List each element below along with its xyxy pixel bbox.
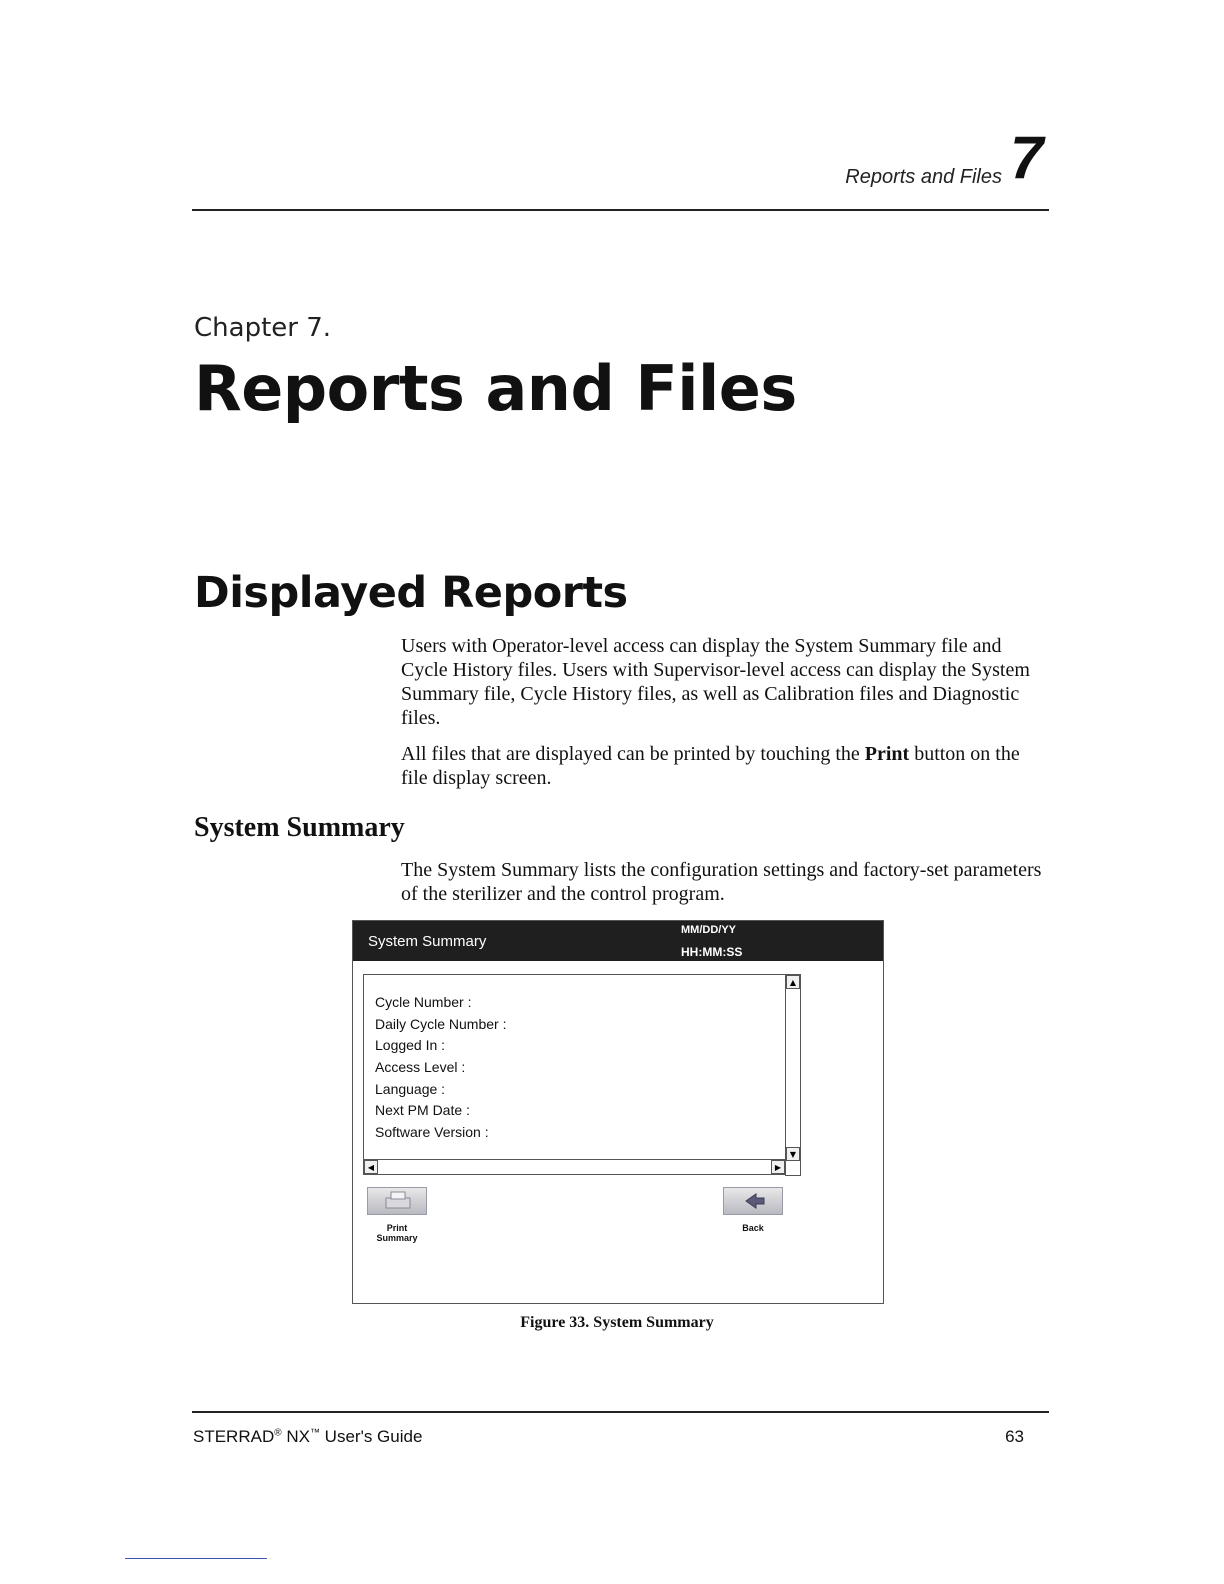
back-label: Back <box>742 1223 764 1233</box>
chapter-label: Chapter 7. <box>194 313 332 343</box>
scroll-right-arrow-icon[interactable]: ▶ <box>771 1160 785 1174</box>
printer-icon <box>367 1187 427 1215</box>
list-item-language: Language : <box>375 1080 446 1097</box>
print-keyword: Print <box>864 743 910 765</box>
screen-title: System Summary <box>368 933 487 950</box>
running-header-title: Reports and Files <box>845 166 1002 188</box>
list-item-next-pm-date: Next PM Date : <box>375 1102 470 1119</box>
header-rule <box>192 209 1049 211</box>
system-summary-screen <box>352 920 884 1304</box>
scroll-down-arrow-icon[interactable]: ▼ <box>786 1147 800 1161</box>
list-item-cycle-number: Cycle Number : <box>375 994 472 1010</box>
list-item-access-level: Access Level : <box>375 1059 466 1076</box>
margin-rule <box>125 1558 267 1559</box>
subsection-title: System Summary <box>194 812 405 843</box>
print-summary-label: Print Summary <box>376 1223 418 1243</box>
running-header-chapter-number: 7 <box>1010 124 1044 191</box>
section-title: Displayed Reports <box>194 568 628 618</box>
scroll-left-arrow-icon[interactable]: ◀ <box>364 1160 378 1174</box>
footer-product: STERRAD <box>193 1427 275 1446</box>
back-arrow-icon <box>723 1187 783 1215</box>
screen-date: MM/DD/YY <box>681 924 736 936</box>
scroll-up-arrow-icon[interactable]: ▲ <box>786 975 800 989</box>
vertical-scrollbar[interactable] <box>785 974 801 1176</box>
footer-guide-title <box>193 1427 422 1447</box>
footer-guide: User's Guide <box>319 1427 423 1446</box>
screen-title-bar <box>353 921 883 961</box>
footer-tm-mark: ™ <box>309 1427 320 1439</box>
horizontal-scrollbar[interactable] <box>363 1159 786 1175</box>
summary-list <box>375 992 506 1144</box>
footer-model: NX <box>281 1427 310 1446</box>
footer-reg-mark: ® <box>274 1427 282 1439</box>
figure-caption: Figure 33. System Summary <box>520 1314 714 1331</box>
page-number: 63 <box>1005 1427 1024 1446</box>
paragraph-print-text-after: button on the file display screen. <box>401 743 1020 789</box>
back-button[interactable] <box>723 1187 783 1233</box>
paragraph-operator-access: Users with Operator-level access can display the System Summary file and Cycle History files. Users with Supervisor-level access can display the System Summary file, Cycle History files, as well as Calibration files and Diagnostic files. <box>401 635 1030 729</box>
list-item-software-version: Software Version : <box>375 1124 489 1141</box>
list-item-logged-in: Logged In : <box>375 1037 446 1054</box>
paragraph-print-info <box>401 742 1051 790</box>
summary-list-box[interactable] <box>363 974 786 1160</box>
print-summary-button[interactable] <box>367 1187 427 1243</box>
list-item-daily-cycle-number: Daily Cycle Number : <box>375 1015 507 1032</box>
footer-rule <box>192 1411 1049 1413</box>
paragraph-system-summary: The System Summary lists the configuration settings and factory-set parameters of the sterilizer and the control program. <box>401 859 1042 905</box>
chapter-title: Reports and Files <box>194 352 797 425</box>
screen-time: HH:MM:SS <box>681 945 743 959</box>
paragraph-print-text-before: All files that are displayed can be printed by touching the <box>401 743 865 765</box>
